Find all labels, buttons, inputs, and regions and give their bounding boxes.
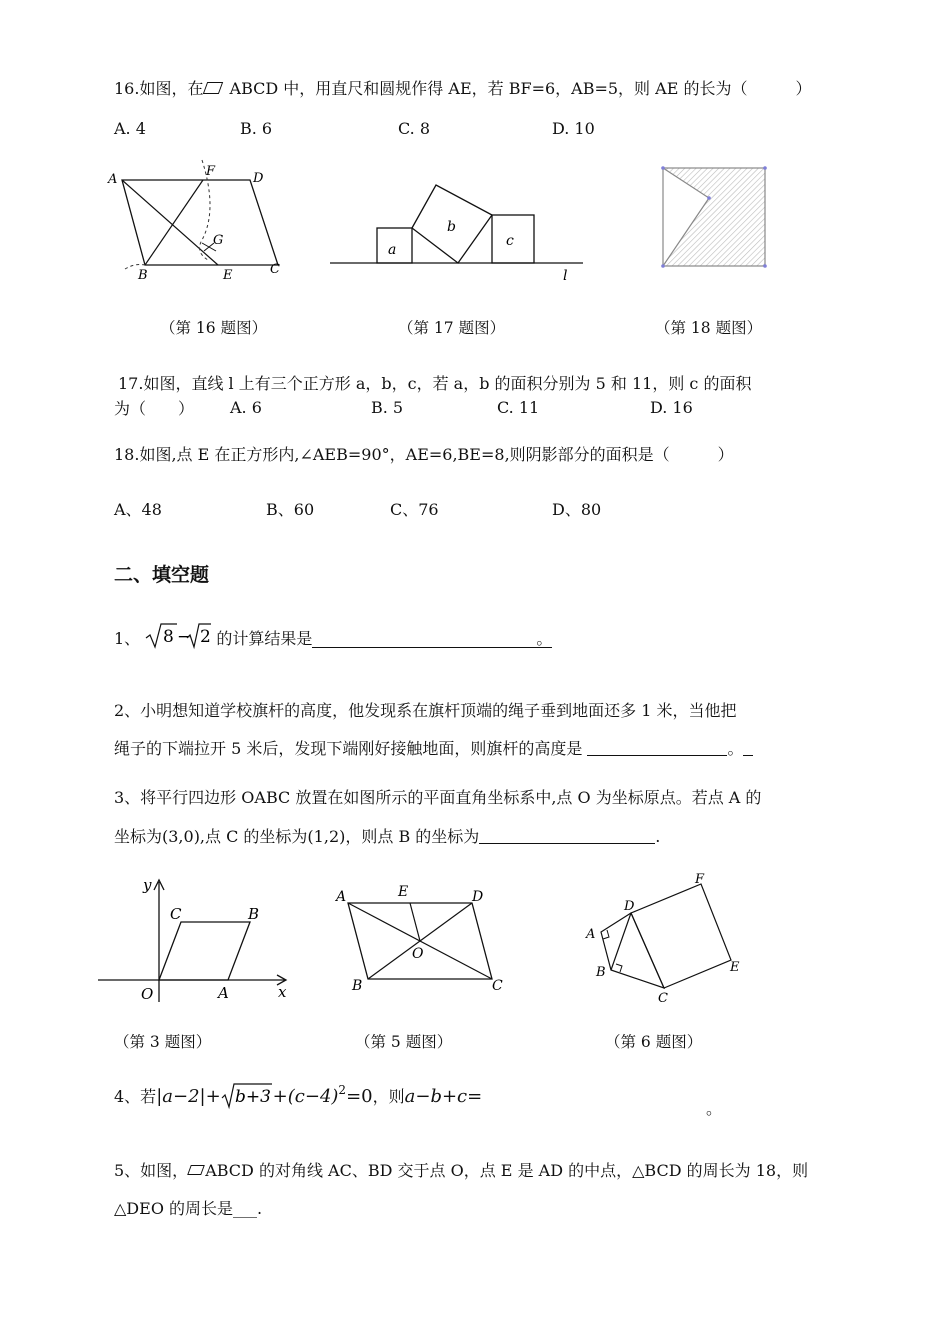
q18-option-d: D、80 (552, 500, 602, 519)
f4-expr-abs: |a−2|+ (156, 1086, 221, 1107)
fig18-caption: （第 18 题图） (655, 319, 763, 337)
fig18-point (661, 166, 665, 170)
fig18-point (763, 166, 767, 170)
fig17-label-a: a (388, 242, 397, 258)
q17-line1: 17.如图，直线 l 上有三个正方形 a，b，c，若 a，b 的面积分别为 5 和 11，则 c 的面积 (118, 374, 752, 393)
fig5-label-o: O (412, 946, 424, 962)
q16-stem (114, 78, 811, 100)
fig16-label-a: A (108, 172, 118, 187)
fig16-label-d: D (253, 171, 264, 186)
f1-minus: − (177, 627, 192, 647)
fig17-label-c: c (506, 233, 514, 249)
f5-line1 (114, 1160, 808, 1182)
f1-radical-expression (145, 622, 211, 650)
q18-option-b: B、60 (266, 500, 315, 519)
fig6-label-f: F (695, 872, 705, 887)
f4-line (114, 1082, 482, 1114)
fig5-label-c: C (492, 978, 503, 994)
f3-line1: 3、将平行四边形 OABC 放置在如图所示的平面直角坐标系中,点 O 为坐标原点。若点 A 的 (114, 788, 762, 807)
fig16-line-ae (122, 180, 218, 265)
q17-option-a: A. 6 (230, 398, 262, 417)
f2-blank-tail (743, 739, 753, 756)
f1-suffix: 的计算结果是 (216, 629, 313, 648)
f1-end: 。 (536, 629, 553, 648)
q16-option-b: B. 6 (240, 119, 273, 138)
fig17-caption: （第 17 题图） (398, 319, 506, 337)
fig6-label-d: D (624, 899, 635, 914)
fig16-parallelogram (122, 180, 278, 265)
f2-line2-text: 绳子的下端拉开 5 米后，发现下端刚好接触地面，则旗杆的高度是 (114, 739, 583, 758)
fig6-label-a: A (586, 927, 596, 942)
f2-line2 (114, 738, 753, 760)
fig3-label-y: y (143, 876, 152, 894)
f2-line1: 2、小明想知道学校旗杆的高度，他发现系在旗杆顶端的绳子垂到地面还多 1 米，当他把 (114, 701, 737, 720)
fig5-label-e: E (398, 884, 409, 900)
fig18-point (707, 196, 711, 200)
f4-expr-target: a−b+c= (404, 1086, 483, 1107)
fig6-right-angle-a (603, 930, 609, 939)
fig3-label-x: x (278, 983, 287, 1001)
fig17-diagram (325, 170, 590, 285)
f3-line2 (114, 826, 660, 848)
f1-prefix: 1、 (114, 629, 141, 648)
q17-option-c: C. 11 (497, 398, 540, 417)
f2-answer-blank[interactable] (587, 739, 727, 756)
f4-end: 。 (706, 1099, 723, 1118)
f3-answer-blank[interactable] (479, 827, 655, 844)
fig18-point (763, 264, 767, 268)
fig17-label-b: b (447, 219, 456, 235)
f1-rad1: 8 (163, 627, 175, 647)
fig6-square-cdfe (631, 884, 731, 988)
parallelogram-icon (203, 82, 223, 94)
f5-prefix: 5、如图， (114, 1161, 189, 1180)
fig16-label-e: E (223, 268, 233, 283)
q18-stem: 18.如图,点 E 在正方形内,∠AEB=90°，AE=6,BE=8,则阴影部分的面积是（ ） (114, 445, 734, 464)
f5-line2: △DEO 的周长是___. (114, 1199, 263, 1218)
fig5-label-d: D (472, 889, 484, 905)
f2-end: 。 (727, 739, 744, 758)
fig3-label-c: C (170, 905, 182, 923)
fig3-caption: （第 3 题图） (114, 1033, 212, 1051)
f4-rad: b+3 (234, 1087, 271, 1107)
fig3-label-o: O (141, 985, 154, 1003)
q17-option-b: B. 5 (371, 398, 404, 417)
fig5-label-a: A (336, 889, 347, 905)
f4-radical (221, 1082, 273, 1110)
fig6-right-angle-b (616, 964, 622, 972)
f1-answer-blank[interactable] (312, 631, 552, 648)
q16-option-a: A. 4 (114, 119, 146, 138)
fig16-label-b: B (138, 268, 148, 283)
f4-mid: ，则 (372, 1087, 405, 1106)
parallelogram-icon (187, 1165, 205, 1175)
fig6-label-c: C (658, 991, 668, 1006)
q17-option-d: D. 16 (650, 398, 693, 417)
fig6-label-b: B (596, 965, 606, 980)
f3-end: . (655, 827, 661, 846)
f5-suffix: ABCD 的对角线 AC、BD 交于点 O，点 E 是 AD 的中点，△BCD 的周长为 18，则 (205, 1161, 809, 1180)
fig6-label-e: E (730, 960, 740, 975)
q16-prefix: 16.如图，在 (114, 79, 204, 98)
f1-rad2: 2 (200, 627, 212, 647)
q18-option-a: A、48 (114, 500, 162, 519)
f3-line2-text: 坐标为(3,0),点 C 的坐标为(1,2)，则点 B 的坐标为 (114, 827, 480, 846)
fig3-label-a: A (218, 984, 229, 1002)
fig16-diagram (100, 155, 300, 285)
fig5-segment-eo (410, 903, 420, 941)
fig5-diagram (330, 878, 515, 998)
fig18-shaded-region (663, 168, 765, 266)
q17-line2-prefix: 为（ ） (114, 399, 195, 418)
fig5-caption: （第 5 题图） (355, 1033, 453, 1051)
q18-option-c: C、76 (390, 500, 439, 519)
f4-expr-square: +(c−4) (272, 1086, 339, 1107)
fig6-diagonal-bd (611, 913, 631, 970)
fig16-label-c: C (270, 262, 280, 277)
fig16-label-f: F (206, 164, 216, 179)
fig16-line-bf (145, 180, 203, 265)
fig6-diagram (578, 870, 758, 1010)
f1-line (114, 622, 552, 652)
fig3-parallelogram (159, 922, 250, 980)
q16-suffix: ABCD 中，用直尺和圆规作得 AE，若 BF=6，AB=5，则 AE 的长为（ ） (224, 79, 812, 98)
f4-expr-eq: =0 (346, 1086, 373, 1107)
fig3-diagram (95, 872, 300, 1007)
fig16-label-g: G (213, 233, 224, 248)
f4-exponent: 2 (338, 1083, 347, 1097)
fig6-quadrilateral (601, 913, 664, 988)
q16-option-c: C. 8 (398, 119, 431, 138)
f4-prefix: 4、若 (114, 1087, 157, 1106)
fig3-label-b: B (248, 905, 260, 923)
fig5-label-b: B (352, 978, 363, 994)
q16-option-d: D. 10 (552, 119, 595, 138)
fig18-diagram (655, 158, 775, 278)
fig17-label-l: l (563, 268, 568, 284)
fig18-point (661, 264, 665, 268)
fig6-caption: （第 6 题图） (605, 1033, 703, 1051)
section-title: 二、填空题 (114, 564, 210, 586)
fig16-caption: （第 16 题图） (160, 319, 268, 337)
